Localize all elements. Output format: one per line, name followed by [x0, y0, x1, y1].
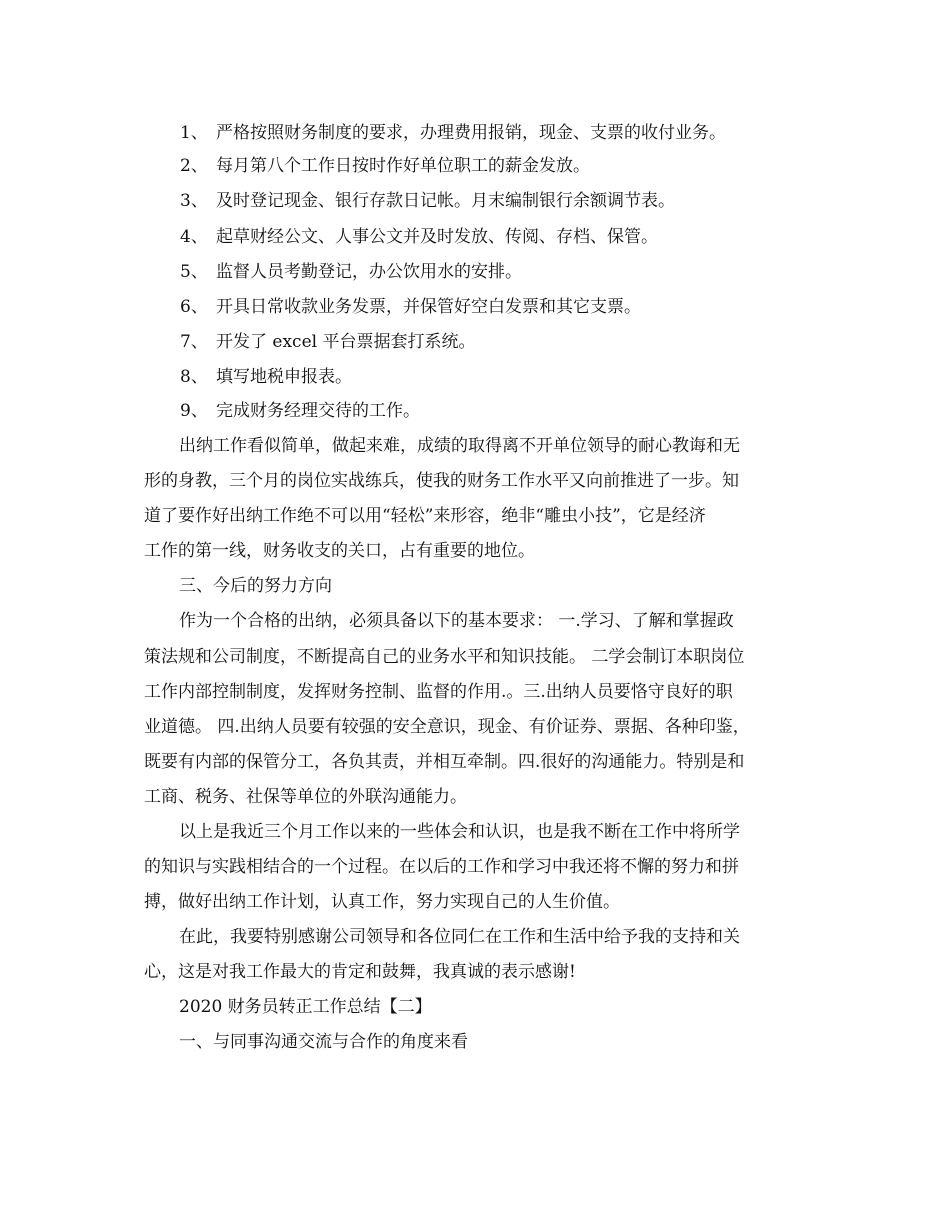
- paragraph-1-line: 道了要作好出纳工作绝不可以用“轻松”来形容，绝非“雕虫小技”，它是经济: [144, 506, 706, 526]
- list-number: 3、: [180, 191, 208, 211]
- section-heading: 三、今后的努力方向: [179, 576, 332, 596]
- paragraph-2-line: 工商、税务、社保等单位的外联沟通能力。: [144, 787, 467, 807]
- list-text: 完成财务经理交待的工作。: [216, 401, 420, 421]
- paragraph-3-line: 搏，做好出纳工作计划，认真工作，努力实现自己的人生价值。: [144, 892, 620, 912]
- paragraph-3-line: 的知识与实践相结合的一个过程。在以后的工作和学习中我还将不懈的努力和拼: [144, 857, 739, 877]
- list-text: 监督人员考勤登记，办公饮用水的安排。: [216, 262, 522, 282]
- list-number: 7、: [180, 332, 208, 352]
- section-title: 2020 财务员转正工作总结【二】: [179, 997, 432, 1017]
- paragraph-2-line: 策法规和公司制度，不断提高自己的业务水平和知识技能。 二学会制订本职岗位: [144, 647, 745, 667]
- list-number: 6、: [180, 297, 208, 317]
- list-number: 4、: [180, 227, 208, 247]
- list-number: 1、: [180, 123, 208, 143]
- list-number: 8、: [180, 367, 208, 387]
- list-text: 开具日常收款业务发票，并保管好空白发票和其它支票。: [216, 297, 641, 317]
- list-number: 5、: [180, 262, 208, 282]
- paragraph-3-line: 以上是我近三个月工作以来的一些体会和认识，也是我不断在工作中将所学: [179, 822, 740, 842]
- list-text: 及时登记现金、银行存款日记帐。月末编制银行余额调节表。: [216, 191, 675, 211]
- list-number: 2、: [180, 156, 208, 176]
- list-number: 9、: [180, 401, 208, 421]
- subheading: 一、与同事沟通交流与合作的角度来看: [179, 1032, 468, 1052]
- paragraph-1-line: 出纳工作看似简单，做起来难，成绩的取得离不开单位领导的耐心教诲和无: [179, 436, 740, 456]
- list-text: 填写地税申报表。: [216, 367, 352, 387]
- paragraph-2-line: 既要有内部的保管分工，各负其责，并相互牵制。四.很好的沟通能力。特别是和: [144, 752, 745, 772]
- list-text: 严格按照财务制度的要求，办理费用报销，现金、支票的收付业务。: [216, 123, 726, 143]
- paragraph-2-line: 作为一个合格的出纳，必须具备以下的基本要求： 一.学习、了解和掌握政: [179, 611, 734, 631]
- paragraph-4-line: 心，这是对我工作最大的肯定和鼓舞，我真诚的表示感谢!: [144, 962, 576, 982]
- paragraph-2-line: 工作内部控制制度，发挥财务控制、监督的作用.。三.出纳人员要恪守良好的职: [144, 682, 733, 702]
- list-text: 每月第八个工作日按时作好单位职工的薪金发放。: [216, 156, 590, 176]
- paragraph-1-line: 工作的第一线，财务收支的关口，占有重要的地位。: [144, 541, 535, 561]
- list-text: 开发了 excel 平台票据套打系统。: [216, 332, 476, 352]
- list-text: 起草财经公文、人事公文并及时发放、传阅、存档、保管。: [216, 227, 658, 247]
- paragraph-1-line: 形的身教，三个月的岗位实战练兵，使我的财务工作水平又向前推进了一步。知: [144, 471, 739, 491]
- paragraph-2-line: 业道德。 四.出纳人员要有较强的安全意识，现金、有价证券、票据、各种印鉴，: [144, 717, 750, 737]
- paragraph-4-line: 在此，我要特别感谢公司领导和各位同仁在工作和生活中给予我的支持和关: [179, 927, 740, 947]
